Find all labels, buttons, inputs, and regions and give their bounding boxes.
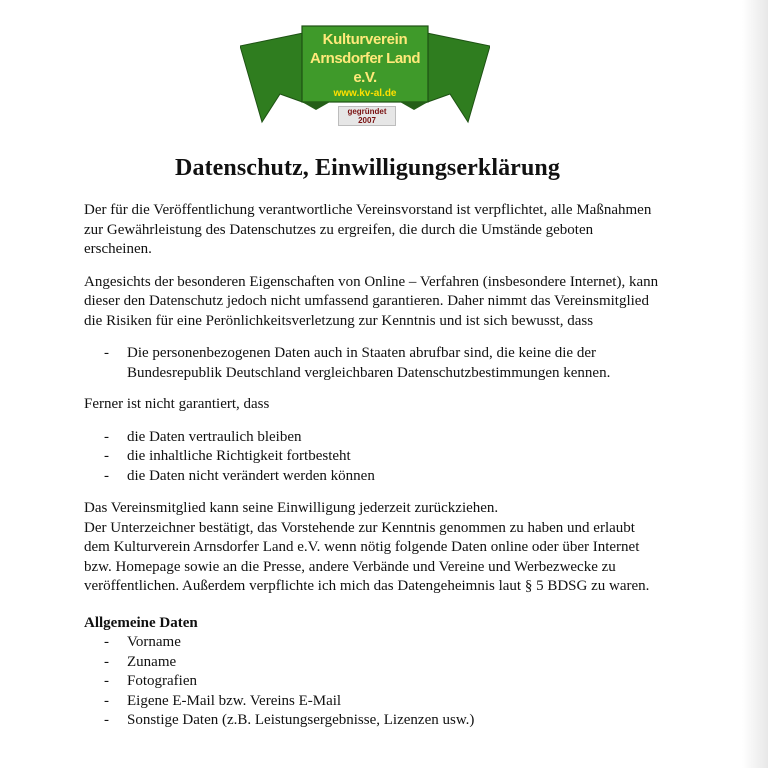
logo-text-block [305, 30, 425, 101]
risk-list [84, 344, 664, 383]
club-logo [240, 24, 490, 134]
paragraph-risks: Angesichts der besonderen Eigenschaften von Online – Verfahren (insbesondere Internet), kann dieser den Datenschutz jedoch nicht umfassend garantieren. Daher nimmt das Vereinsmitglied die Risiken für eine Perönlichkeitsverletzung zur Kenntnis und ist sich bewusst, dass [84, 273, 659, 329]
founded-badge [338, 106, 396, 126]
paragraph-duty: Der für die Veröffentlichung verantwortliche Vereinsvorstand ist verpflichtet, alle Maßnahmen zur Gewährleistung des Datenschutzes zu ergreifen, die durch die Umstände geboten erscheinen. [84, 202, 652, 257]
scan-page-edge [742, 0, 768, 768]
general-data-list [84, 633, 664, 731]
founded-year: 2007 [358, 116, 376, 125]
paragraph-consent: Der Unterzeichner bestätigt, das Vorstehende zur Kenntnis genommen zu haben und erlaubt dem Kulturverein Arnsdorfer Land e.V. wenn nötig folgende Daten online oder über Internet bzw. Homepage sowie an die Presse, andere Verbände und Vereine und Werbezwecke zu veröffentlichen. Außerdem verpflichte ich mich das Datengeheimnis laut § 5 BDSG zu waren. [84, 519, 650, 594]
list-item: - Eigene E-Mail bzw. Vereins E-Mail [84, 692, 664, 712]
paragraph-withdraw: Das Vereinsmitglied kann seine Einwilligung jederzeit zurückziehen. [84, 500, 499, 516]
section-heading: Allgemeine Daten [84, 614, 198, 631]
not-guaranteed-list [84, 428, 664, 487]
list-item: - Fotografien [84, 672, 664, 692]
list-item: - Sonstige Daten (z.B. Leistungsergebnisse, Lizenzen usw.) [84, 711, 664, 731]
logo-website: www.kv-al.de [333, 88, 397, 99]
document-body [84, 201, 664, 731]
paragraph-not-guaranteed: Ferner ist nicht garantiert, dass [84, 396, 270, 412]
document-title: Datenschutz, Einwilligungserklärung [175, 155, 560, 181]
list-item: - die inhaltliche Richtigkeit fortbesteht [84, 447, 664, 467]
list-item: - Zuname [84, 653, 664, 673]
list-item: - die Daten vertraulich bleiben [84, 428, 664, 448]
list-item: - Die personenbezogenen Daten auch in Staaten abrufbar sind, die keine die der Bundesrepublik Deutschland vergleichbaren Datenschutzbestimmungen kennen. [84, 344, 664, 383]
founded-label: gegründet [347, 107, 387, 116]
list-item: - Vorname [84, 633, 664, 653]
logo-club-name: Kulturverein [322, 31, 408, 48]
list-item: - die Daten nicht verändert werden können [84, 467, 664, 487]
logo-club-region: Arnsdorfer Land e.V. [309, 50, 420, 86]
